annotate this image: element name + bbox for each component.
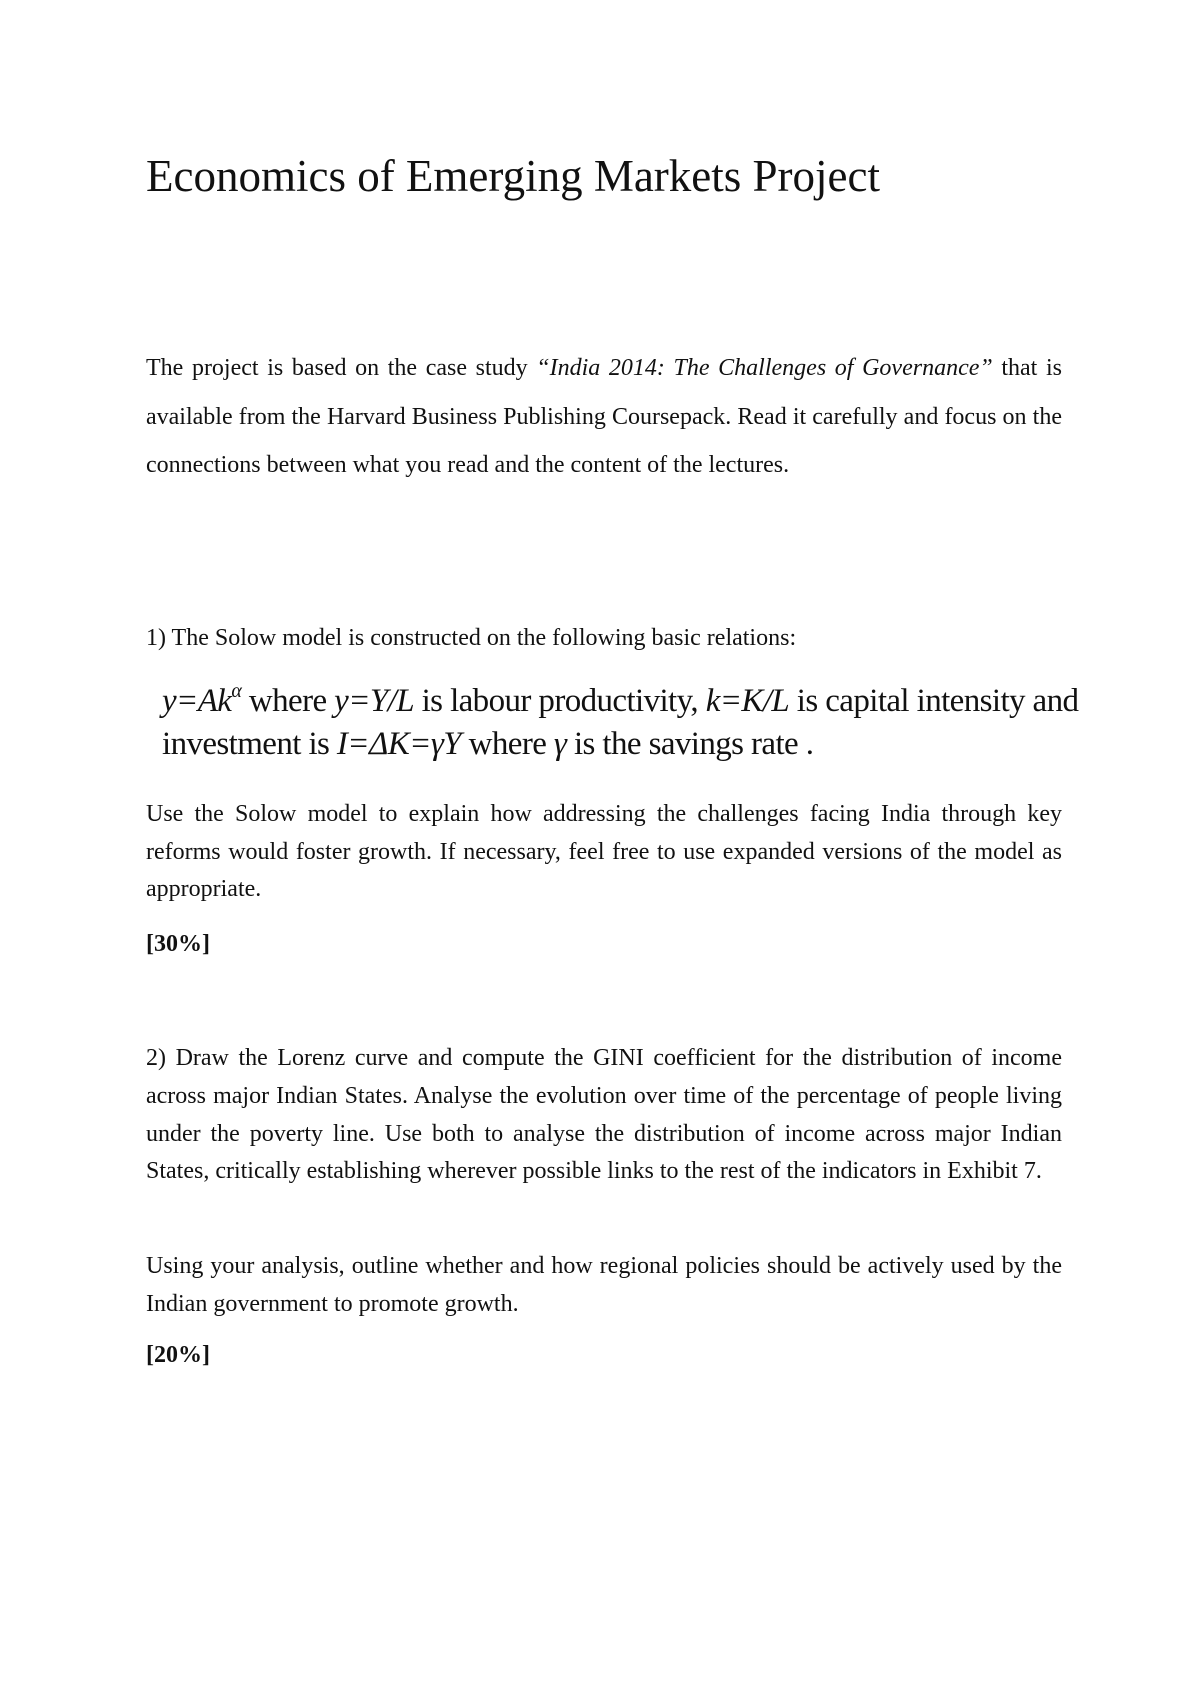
- intro-paragraph: [146, 344, 1062, 490]
- intro-text-before: The project is based on the case study: [146, 355, 537, 381]
- savings-rate-symbol: γ: [553, 726, 567, 762]
- question-2-body: 2) Draw the Lorenz curve and compute the GINI coefficient for the distribution of income across major Indian States. Analyse the evolution over time of the percentage of people living under the poverty line. Use both to analyse the distribution of income across major Indian States, critically establishing wherever possible links to the rest of the indicators in Exhibit 7.: [146, 1045, 1062, 1185]
- question-2-weight: [20%]: [146, 1342, 210, 1368]
- question-1-heading: 1) The Solow model is constructed on the following basic relations:: [146, 625, 797, 651]
- case-study-title: “India 2014: The Challenges of Governance”: [536, 355, 993, 381]
- question-1-body: Use the Solow model to explain how addressing the challenges facing India through key reforms would foster growth. If necessary, feel free to use expanded versions of the model as appropriate.: [146, 801, 1062, 902]
- labour-productivity-text: is labour productivity,: [413, 683, 706, 719]
- document-title: Economics of Emerging Markets Project: [146, 151, 880, 201]
- question-1-weight: [30%]: [146, 931, 210, 957]
- intro-text-after: that is available from the Harvard Business Publishing Coursepack. Read it carefully and focus on the connections between what you read and the content of the lectures.: [146, 355, 1062, 479]
- formula-where-2: where: [460, 726, 554, 762]
- alpha-exponent: α: [231, 680, 242, 702]
- formula-where-1: where: [241, 683, 335, 719]
- production-function: y=Ak: [162, 683, 232, 719]
- capital-intensity-expression: k=K/L: [705, 683, 790, 719]
- formula-line-1: [162, 680, 1078, 723]
- formula-line-2: [162, 723, 1078, 766]
- labour-productivity-expression: y=Y/L: [334, 683, 414, 719]
- capital-intensity-text: is capital intensity and: [789, 683, 1079, 719]
- savings-rate-text: is the savings rate .: [566, 726, 814, 762]
- question-2-body-continued: Using your analysis, outline whether and how regional policies should be actively used by the Indian government to promote growth.: [146, 1253, 1062, 1317]
- investment-text: investment is: [162, 726, 337, 762]
- solow-model-formula: [162, 680, 1078, 766]
- investment-expression: I=ΔK=γY: [336, 726, 461, 762]
